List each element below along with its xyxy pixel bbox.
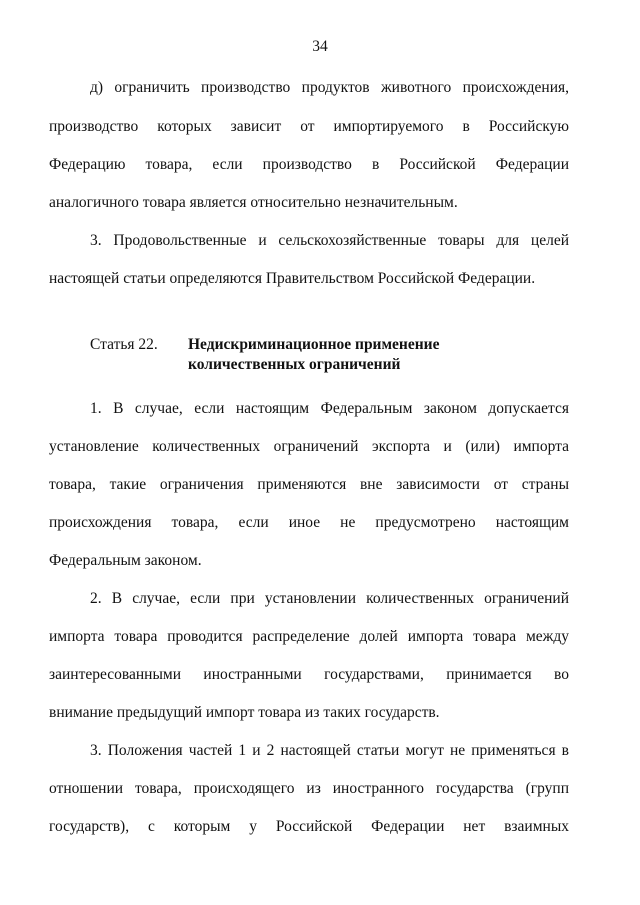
text-line: 1. В случае, если настоящим Федеральным законом допускается bbox=[90, 400, 569, 417]
text-line: 3. Продовольственные и сельскохозяйственные товары для целей bbox=[90, 232, 569, 249]
text-line: аналогичного товара является относительно незначительным. bbox=[49, 194, 458, 211]
text-line: внимание предыдущий импорт товара из таких государств. bbox=[49, 704, 440, 721]
page-number: 34 bbox=[312, 38, 328, 55]
text-line: заинтересованными иностранными государствами, принимается во bbox=[49, 666, 569, 683]
text-line: Федерацию товара, если производство в Российской Федерации bbox=[49, 156, 569, 173]
article-title-line: Недискриминационное применение bbox=[188, 336, 440, 353]
text-line: 2. В случае, если при установлении количественных ограничений bbox=[90, 590, 569, 607]
text-line: д) ограничить производство продуктов животного происхождения, bbox=[90, 79, 569, 96]
article-label: Статья 22. bbox=[90, 336, 158, 353]
text-line: отношении товара, происходящего из иностранного государства (групп bbox=[49, 780, 569, 797]
article-title bbox=[188, 335, 439, 375]
text-line: происхождения товара, если иное не предусмотрено настоящим bbox=[49, 514, 569, 531]
text-line: государств), с которым у Российской Федерации нет взаимных bbox=[49, 818, 569, 835]
text-line: импорта товара проводится распределение долей импорта товара между bbox=[49, 628, 569, 645]
text-line: Федеральным законом. bbox=[49, 552, 202, 569]
text-line: установление количественных ограничений экспорта и (или) импорта bbox=[49, 438, 569, 455]
text-line: 3. Положения частей 1 и 2 настоящей статьи могут не применяться в bbox=[90, 742, 569, 759]
text-line: товара, такие ограничения применяются вне зависимости от страны bbox=[49, 476, 569, 493]
text-line: настоящей статьи определяются Правительством Российской Федерации. bbox=[49, 270, 536, 287]
article-title-line: количественных ограничений bbox=[188, 356, 401, 373]
text-line: производство которых зависит от импортируемого в Российскую bbox=[49, 118, 569, 135]
